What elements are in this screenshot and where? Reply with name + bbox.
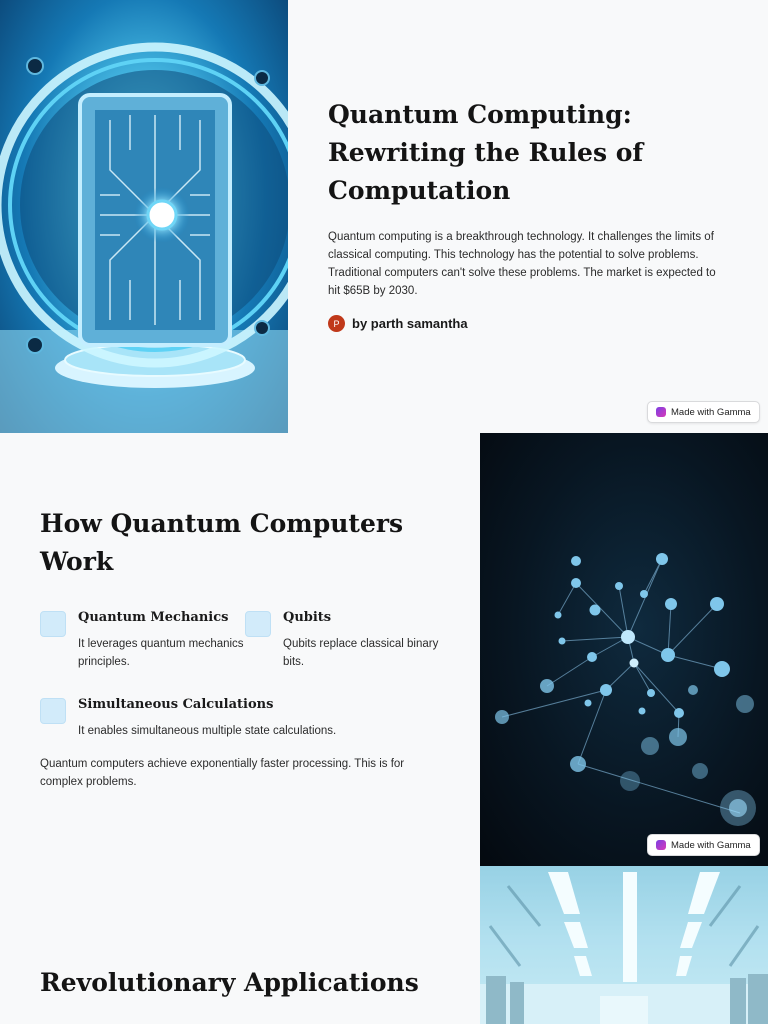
feature-description: It leverages quantum mechanics principles.: [78, 638, 244, 668]
quantum-chip-image: [0, 0, 288, 433]
feature-icon: [40, 698, 66, 724]
feature-description: It enables simultaneous multiple state calculations.: [78, 725, 337, 737]
slide-applications: [0, 866, 768, 1024]
presentation-title: Quantum Computing: Rewriting the Rules of Computation: [328, 100, 644, 205]
author-name: by parth samantha: [352, 316, 468, 331]
made-with-gamma-badge[interactable]: [647, 401, 760, 423]
slide-title: [0, 0, 768, 433]
badge-label: Made with Gamma: [671, 406, 751, 418]
badge-label: Made with Gamma: [671, 839, 751, 851]
avatar: P: [328, 315, 345, 332]
author-byline[interactable]: [328, 315, 468, 332]
slide-how-it-works: [0, 433, 768, 866]
feature-description: Qubits replace classical binary bits.: [283, 638, 439, 668]
feature-title: Qubits: [283, 610, 332, 625]
feature-qubits: [245, 610, 445, 670]
gamma-logo-icon: [656, 407, 666, 417]
feature-quantum-mechanics: [40, 610, 244, 670]
feature-title: Quantum Mechanics: [78, 610, 229, 625]
qubit-network-image: [480, 433, 768, 866]
presentation-description: Quantum computing is a breakthrough technology. It challenges the limits of classical computing. This technology has the potential to solve problems. Traditional computers can't solve these problems. The market is expected to hit $65B by 2030.: [328, 231, 716, 297]
section-title: How Quantum Computers Work: [40, 509, 404, 576]
feature-icon: [40, 611, 66, 637]
section-title: Revolutionary Applications: [40, 968, 419, 997]
lab-ceiling-image: [480, 866, 768, 1024]
gamma-logo-icon: [656, 840, 666, 850]
feature-icon: [245, 611, 271, 637]
feature-simultaneous-calculations: [40, 697, 440, 747]
feature-title: Simultaneous Calculations: [78, 697, 274, 712]
section-summary: Quantum computers achieve exponentially faster processing. This is for complex problems.: [40, 758, 405, 788]
made-with-gamma-badge[interactable]: [647, 834, 760, 856]
